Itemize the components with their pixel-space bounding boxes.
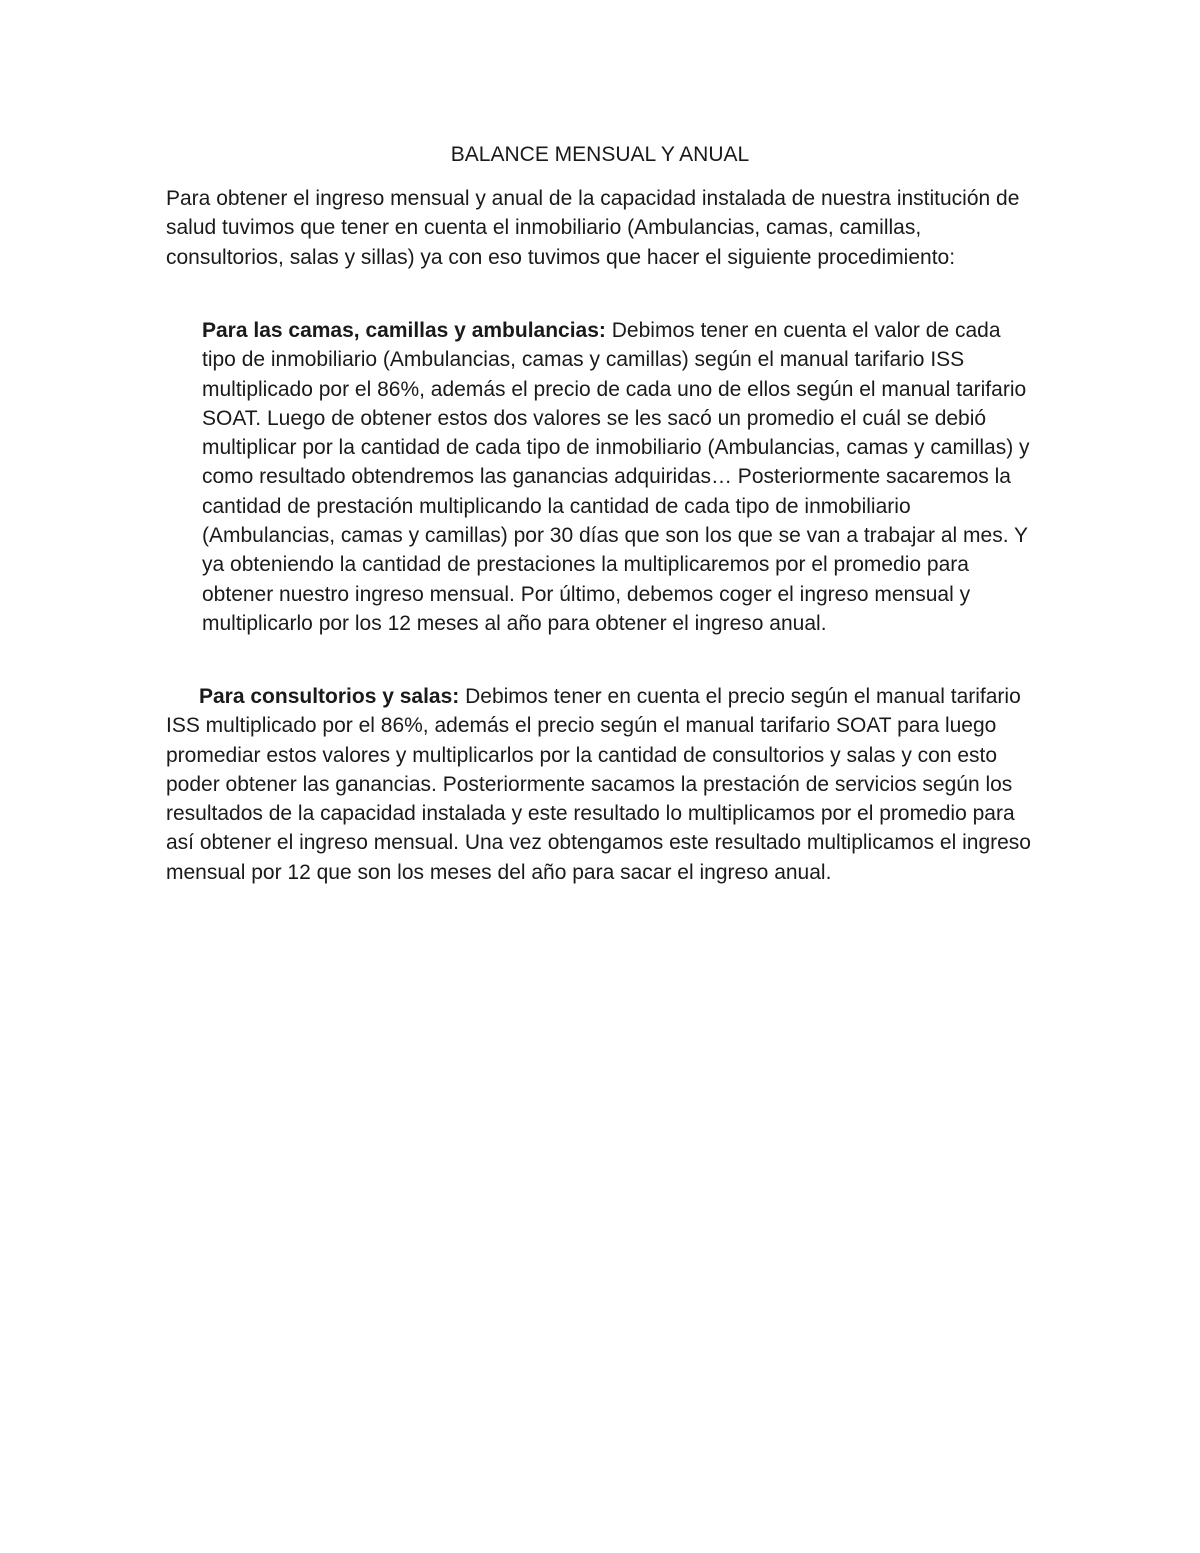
section-body: Debimos tener en cuenta el precio según el manual tarifario ISS multiplicado por el 86%, además el precio según el manual tarifario SOAT para luego promediar estos valores y multiplicarlos por la cantidad de consultorios y salas y con esto poder obtener las ganancias. Posteriormente sacamos la prestación de servicios según los resultados de la capacidad instalada y este resultado lo multiplicamos por el promedio para así obtener el ingreso mensual. Una vez obtengamos este resultado multiplicamos el ingreso mensual por 12 que son los meses del año para sacar el ingreso anual. <box>166 685 1031 884</box>
section-beds-stretchers-ambulances <box>202 316 1040 638</box>
section-body: Debimos tener en cuenta el valor de cada tipo de inmobiliario (Ambulancias, camas y camillas) según el manual tarifario ISS multiplicado por el 86%, además el precio de cada uno de ellos según el manual tarifario SOAT. Luego de obtener estos dos valores se les sacó un promedio el cuál se debió multiplicar por la cantidad de cada tipo de inmobiliario (Ambulancias, camas y camillas) y como resultado obtendremos las ganancias adquiridas… Posteriormente sacaremos la cantidad de prestación multiplicando la cantidad de cada tipo de inmobiliario (Ambulancias, camas y camillas) por 30 días que son los que se van a trabajar al mes. Y ya obteniendo la cantidad de prestaciones la multiplicaremos por el promedio para obtener nuestro ingreso mensual. Por último, debemos coger el ingreso mensual y multiplicarlo por los 12 meses al año para obtener el ingreso anual. <box>202 319 1030 635</box>
document-title: BALANCE MENSUAL Y ANUAL <box>450 143 750 166</box>
section-heading: Para consultorios y salas: <box>199 685 460 708</box>
intro-paragraph: Para obtener el ingreso mensual y anual de la capacidad instalada de nuestra institución de salud tuvimos que tener en cuenta el inmobiliario (Ambulancias, camas, camillas, consultorios, salas y sillas) ya con eso tuvimos que hacer el siguiente procedimiento: <box>166 187 1020 269</box>
section-heading: Para las camas, camillas y ambulancias: <box>202 319 606 342</box>
section-offices-rooms <box>166 682 1036 887</box>
